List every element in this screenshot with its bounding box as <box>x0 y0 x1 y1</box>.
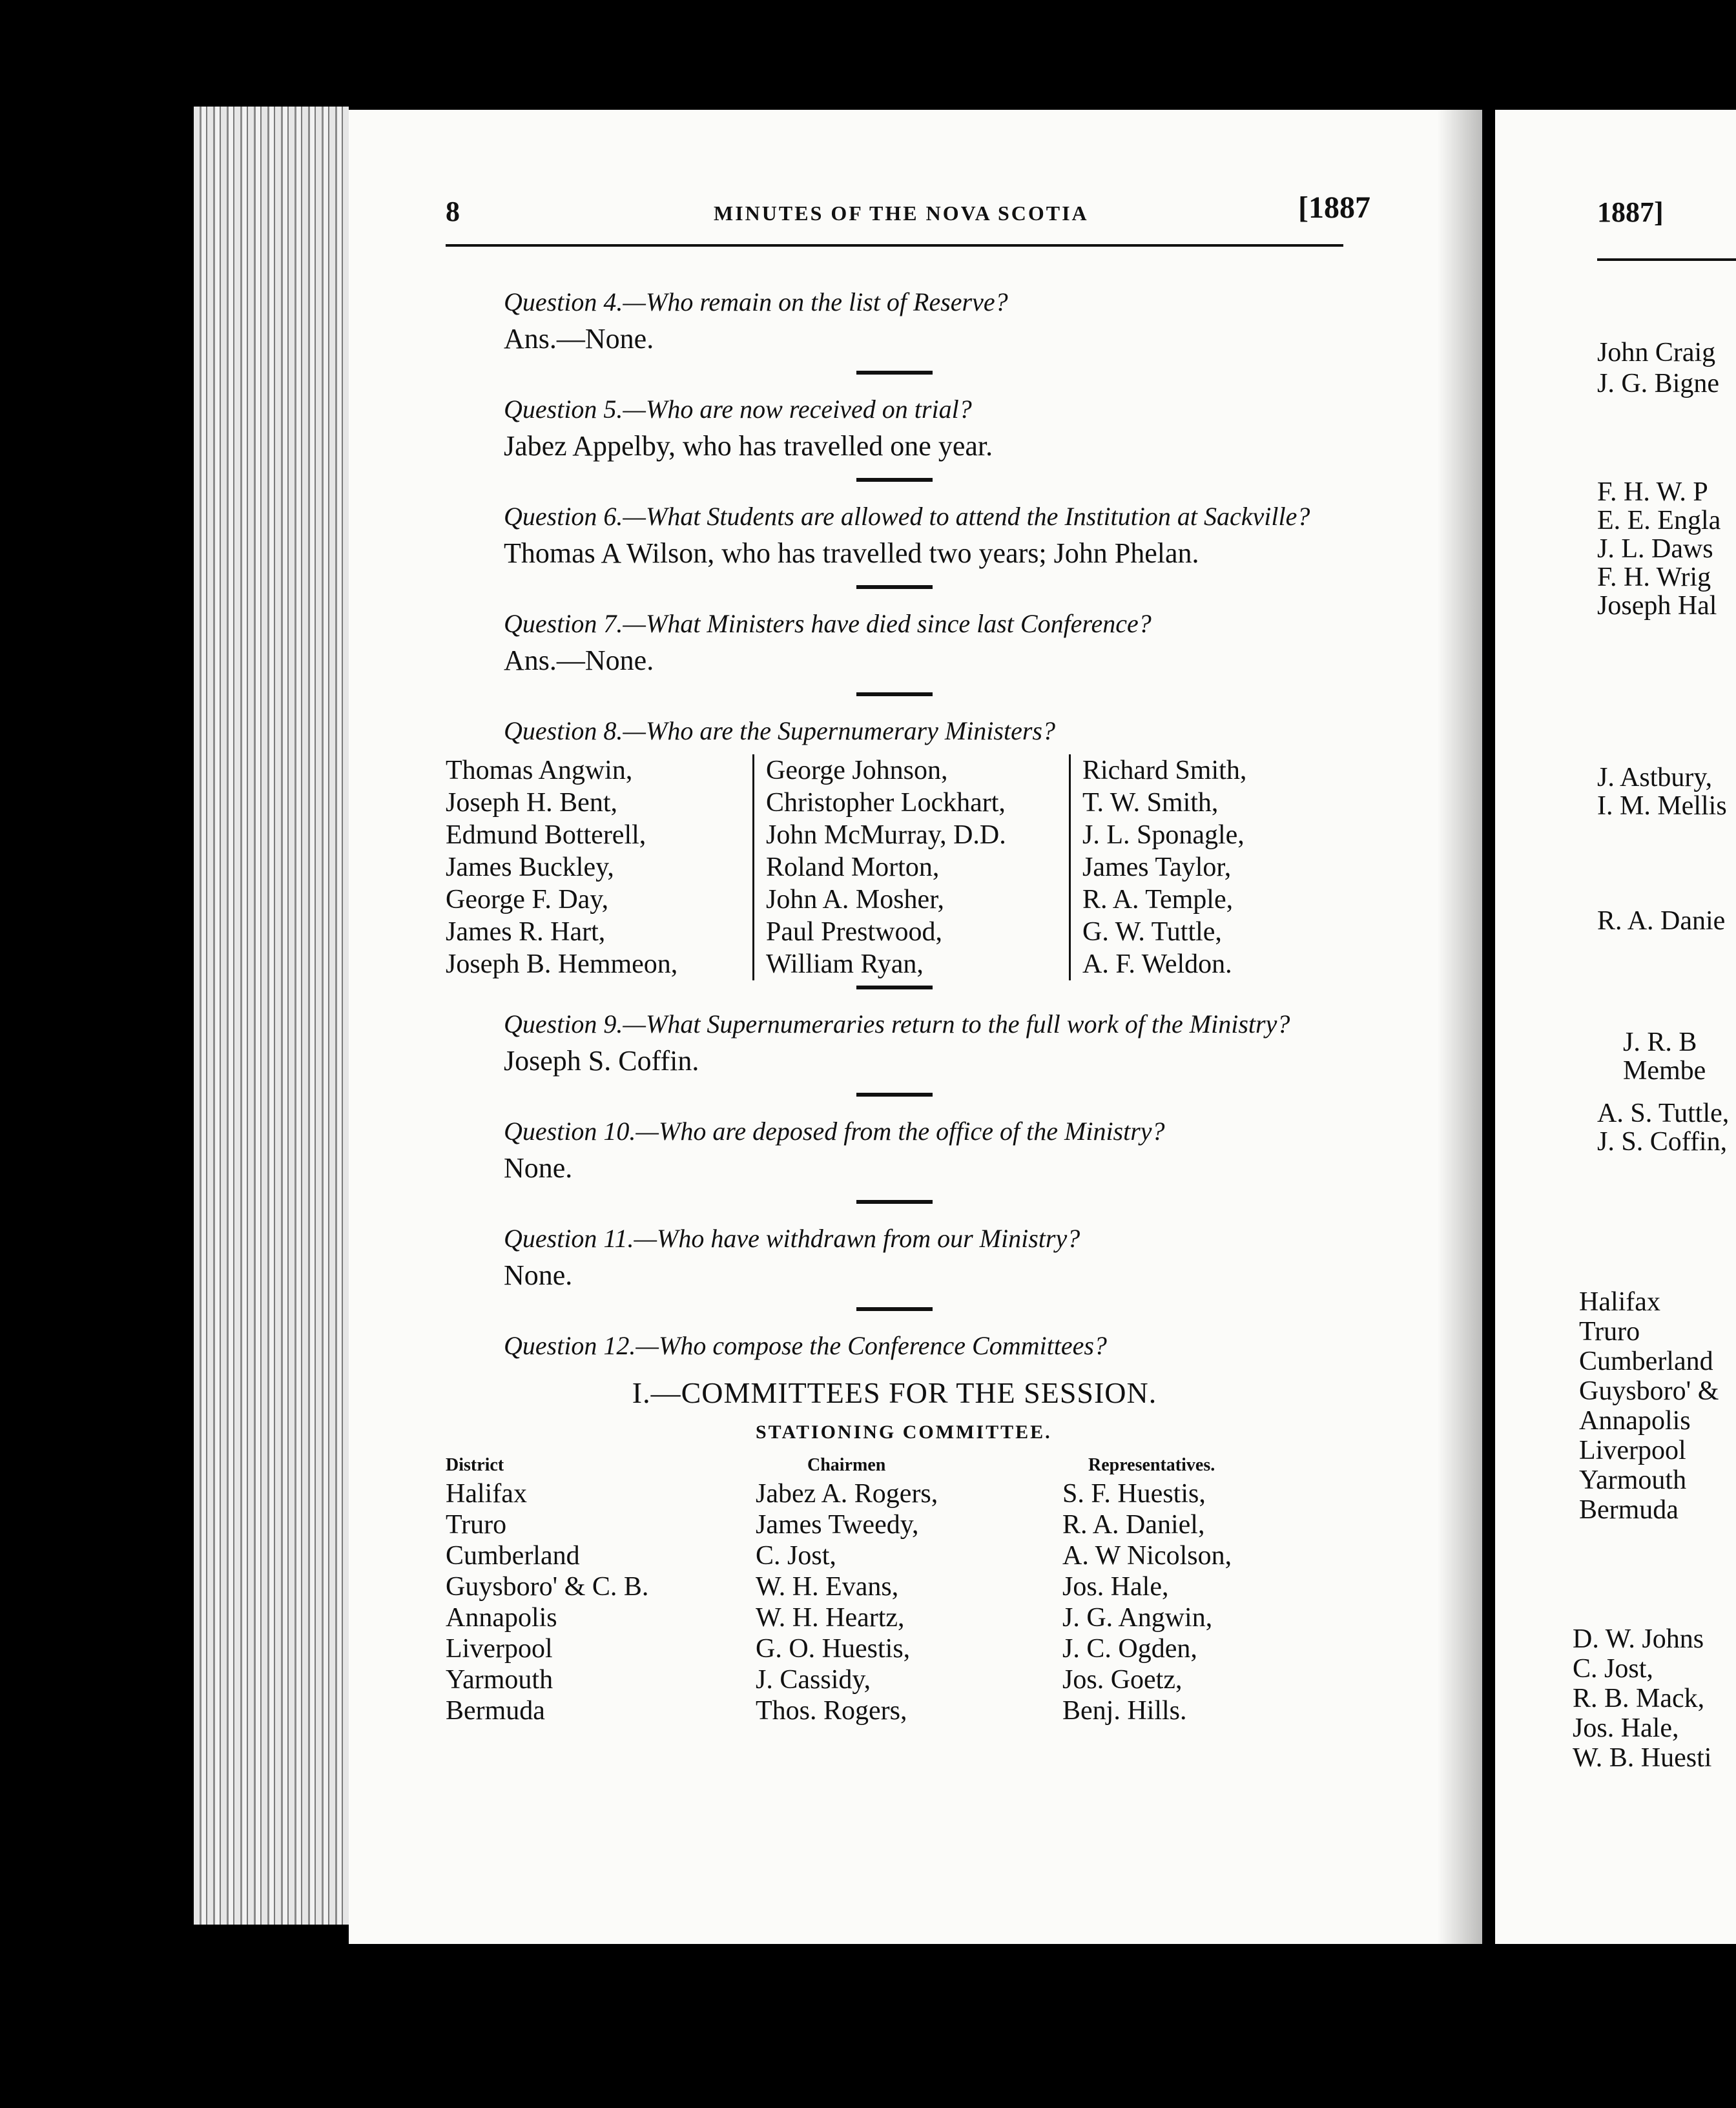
running-title: MINUTES OF THE NOVA SCOTIA <box>714 202 1089 225</box>
text-line: John Craig <box>1597 338 1716 367</box>
list-item: John McMurray, D.D. <box>766 820 1006 850</box>
question: Question 7.—What Ministers have died since last Conference? <box>504 609 1152 638</box>
separator-rule <box>856 1200 933 1204</box>
page-number: 8 <box>446 196 460 227</box>
table-cell-representative: J. C. Ogden, <box>1062 1634 1197 1664</box>
table-cell-chairman: G. O. Huestis, <box>756 1634 911 1664</box>
list-item: George F. Day, <box>446 885 609 914</box>
list-item: Christopher Lockhart, <box>766 788 1006 818</box>
separator-rule <box>856 986 933 989</box>
answer: Joseph S. Coffin. <box>504 1045 699 1077</box>
separator-rule <box>856 585 933 589</box>
text-line: E. E. Engla <box>1597 506 1721 535</box>
text-line: J. G. Bigne <box>1597 369 1719 398</box>
table-cell-representative: Benj. Hills. <box>1062 1696 1187 1726</box>
question: Question 8.—Who are the Supernumerary Ministers? <box>504 716 1055 745</box>
list-item: William Ryan, <box>766 949 924 979</box>
table-cell-district: Bermuda <box>446 1696 545 1726</box>
text-line: W. B. Huesti <box>1573 1743 1712 1773</box>
table-cell-district: Halifax <box>446 1479 527 1509</box>
list-item: Paul Prestwood, <box>766 917 942 947</box>
supernumerary-list <box>446 754 1343 980</box>
question: Question 12.—Who compose the Conference Committees? <box>504 1331 1107 1360</box>
table-cell-representative: S. F. Huestis, <box>1062 1479 1206 1509</box>
header-year: 1887] <box>1597 196 1664 228</box>
separator-rule <box>856 478 933 482</box>
question: Question 5.—Who are now received on trial? <box>504 395 972 424</box>
text-line: Guysboro' & <box>1579 1376 1719 1406</box>
table-cell-representative: R. A. Daniel, <box>1062 1510 1205 1540</box>
list-item: Joseph B. Hemmeon, <box>446 949 678 979</box>
text-line: Cumberland <box>1579 1347 1713 1376</box>
list-item: James R. Hart, <box>446 917 606 947</box>
table-cell-chairman: W. H. Evans, <box>756 1572 899 1602</box>
column-header: Chairmen <box>807 1455 886 1475</box>
text-line: A. S. Tuttle, <box>1597 1099 1730 1128</box>
list-item: J. L. Sponagle, <box>1082 820 1245 850</box>
separator-rule <box>856 692 933 696</box>
supernumerary-column <box>1069 754 1343 980</box>
list-item: R. A. Temple, <box>1082 885 1234 914</box>
page-body <box>446 284 1343 1726</box>
table-cell-district: Cumberland <box>446 1541 580 1571</box>
running-head <box>349 191 1482 240</box>
text-line: J. S. Coffin, <box>1597 1127 1728 1157</box>
header-year: [1887 <box>1298 191 1370 225</box>
text-line: Jos. Hale, <box>1573 1713 1679 1743</box>
text-line: Membe <box>1623 1056 1706 1086</box>
separator-rule <box>856 1093 933 1097</box>
table-cell-representative: J. G. Angwin, <box>1062 1603 1213 1633</box>
question: Question 10.—Who are deposed from the office of the Ministry? <box>504 1117 1165 1146</box>
list-item: G. W. Tuttle, <box>1082 917 1222 947</box>
text-line: Annapolis <box>1579 1406 1691 1436</box>
list-item: Thomas Angwin, <box>446 756 633 785</box>
table-cell-representative: Jos. Goetz, <box>1062 1665 1183 1695</box>
supernumerary-column <box>446 754 752 980</box>
stationing-committee-table <box>446 1452 1343 1726</box>
answer: None. <box>504 1152 573 1184</box>
list-item: John A. Mosher, <box>766 885 944 914</box>
list-item: Richard Smith, <box>1082 756 1247 785</box>
column-header: Representatives. <box>1088 1455 1215 1475</box>
book-page-edges <box>194 107 349 1925</box>
answer: Thomas A Wilson, who has travelled two years; John Phelan. <box>504 537 1199 569</box>
header-rule <box>446 244 1343 247</box>
table-cell-chairman: C. Jost, <box>756 1541 836 1571</box>
header-rule <box>1597 258 1736 261</box>
text-line: R. B. Mack, <box>1573 1684 1705 1713</box>
text-line: Bermuda <box>1579 1495 1679 1525</box>
text-line: Truro <box>1579 1317 1640 1347</box>
table-cell-district: Truro <box>446 1510 507 1540</box>
left-page <box>349 110 1482 1944</box>
question: Question 4.—Who remain on the list of Reserve? <box>504 287 1008 316</box>
text-line: C. Jost, <box>1573 1654 1653 1684</box>
table-cell-chairman: Thos. Rogers, <box>756 1696 907 1726</box>
answer: Jabez Appelby, who has travelled one year. <box>504 430 993 462</box>
list-item: Edmund Botterell, <box>446 820 646 850</box>
text-line: F. H. W. P <box>1597 477 1708 507</box>
text-line: Joseph Hal <box>1597 591 1717 621</box>
table-cell-district: Annapolis <box>446 1603 557 1633</box>
question: Question 9.—What Supernumeraries return to the full work of the Ministry? <box>504 1009 1290 1038</box>
text-line: J. Astbury, <box>1597 763 1713 792</box>
answer: Ans.—None. <box>504 323 654 355</box>
list-item: James Buckley, <box>446 852 614 882</box>
table-cell-district: Yarmouth <box>446 1665 553 1695</box>
table-cell-chairman: W. H. Heartz, <box>756 1603 905 1633</box>
text-line: Halifax <box>1579 1287 1660 1317</box>
table-cell-chairman: James Tweedy, <box>756 1510 919 1540</box>
column-header: District <box>446 1455 504 1475</box>
list-item: James Taylor, <box>1082 852 1232 882</box>
text-line: D. W. Johns <box>1573 1624 1704 1654</box>
separator-rule <box>856 1307 933 1311</box>
text-line: J. L. Daws <box>1597 534 1713 564</box>
text-line: F. H. Wrig <box>1597 563 1711 592</box>
text-line: R. A. Danie <box>1597 906 1726 936</box>
list-item: Roland Morton, <box>766 852 940 882</box>
table-cell-chairman: J. Cassidy, <box>756 1665 871 1695</box>
text-line: J. R. B <box>1623 1028 1697 1057</box>
list-item: A. F. Weldon. <box>1082 949 1232 979</box>
list-item: T. W. Smith, <box>1082 788 1219 818</box>
text-line: Yarmouth <box>1579 1465 1687 1495</box>
table-cell-representative: Jos. Hale, <box>1062 1572 1169 1602</box>
table-cell-district: Guysboro' & C. B. <box>446 1572 649 1602</box>
committee-title: STATIONING COMMITTEE. <box>756 1421 1052 1443</box>
table-cell-representative: A. W Nicolson, <box>1062 1541 1232 1571</box>
list-item: Joseph H. Bent, <box>446 788 617 818</box>
gutter-shadow <box>1437 110 1482 1944</box>
question: Question 11.—Who have withdrawn from our Ministry? <box>504 1224 1080 1253</box>
table-cell-district: Liverpool <box>446 1634 553 1664</box>
question: Question 6.—What Students are allowed to attend the Institution at Sackville? <box>504 502 1310 531</box>
table-cell-chairman: Jabez A. Rogers, <box>756 1479 938 1509</box>
text-line: Liverpool <box>1579 1436 1686 1465</box>
right-page <box>1495 110 1736 1944</box>
text-line: I. M. Mellis <box>1597 791 1727 821</box>
answer: Ans.—None. <box>504 645 654 676</box>
answer: None. <box>504 1259 573 1291</box>
separator-rule <box>856 371 933 375</box>
section-heading: I.—COMMITTEES FOR THE SESSION. <box>632 1376 1157 1409</box>
list-item: George Johnson, <box>766 756 948 785</box>
supernumerary-column <box>752 754 1069 980</box>
